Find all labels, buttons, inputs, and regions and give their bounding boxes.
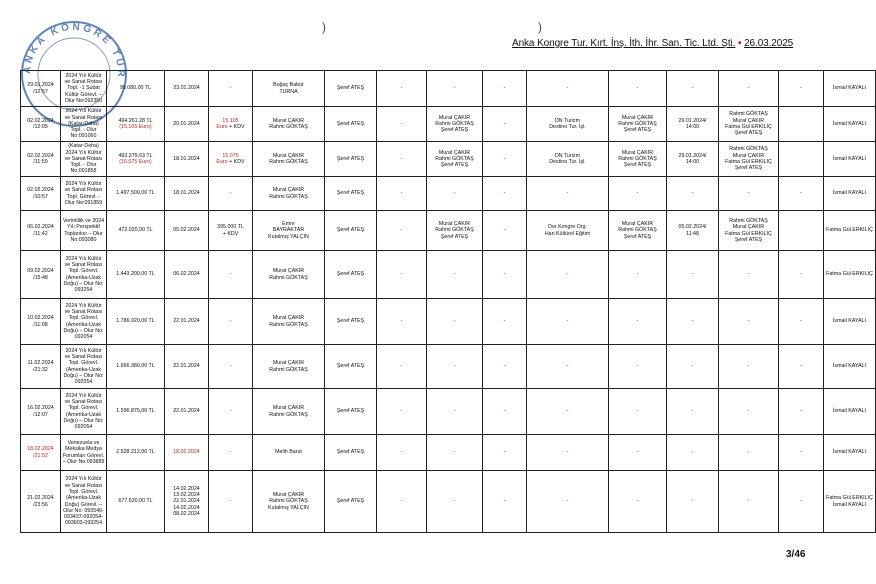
cell-price: -: [209, 345, 253, 389]
cell-persons: Melih Barut: [253, 435, 325, 471]
cell-amount: [107, 345, 165, 389]
cell-amount: [107, 251, 165, 299]
cell-amount: [107, 71, 165, 107]
cell-c14: -: [719, 299, 779, 345]
cell-c8: -: [377, 345, 427, 389]
date-time-text: 09.02.2024 /15:48: [27, 268, 54, 281]
cell-last: İsmail KAYALI: [824, 107, 876, 142]
date-time-text: 02.02.2024 /10:57: [27, 187, 54, 200]
amount-text: 1.666.980,00 TL: [116, 363, 155, 370]
price-suffix: + KDV: [227, 124, 245, 130]
cell-c9: -: [427, 471, 483, 533]
cell-c14: -: [719, 71, 779, 107]
cell-c13: 29.01.2024/ 14:00: [667, 142, 719, 177]
cell-c10: -: [483, 142, 527, 177]
cell-persons: Murat ÇAKIR Rahmi GÖKTAŞ: [253, 177, 325, 211]
cell-c12: Murat ÇAKIR Rahmi GÖKTAŞ Şeref ATEŞ: [609, 142, 667, 177]
cell-c15: -: [779, 71, 824, 107]
cell-subject: 2024 Yılı Kültür ve Sanat Rotası Topl. Görevl. (Amerika-Uzak Doğu) Görevl. – Olur No: 093546-093437-092054-093603-093254: [61, 471, 107, 533]
cell-last: İsmail KAYALI: [824, 435, 876, 471]
cell-approver: Şeref ATEŞ: [325, 211, 377, 251]
cell-date2: [165, 345, 209, 389]
cell-approver: Şeref ATEŞ: [325, 107, 377, 142]
cell-date-time: [21, 389, 61, 435]
header-separator: •: [738, 38, 742, 49]
cell-last: Fatma Gül ERKILIÇ: [824, 211, 876, 251]
cell-c10: -: [483, 251, 527, 299]
table-row: [21, 471, 876, 533]
cell-approver: Şeref ATEŞ: [325, 142, 377, 177]
cell-date-time: [21, 211, 61, 251]
cell-c14: Rahmi GÖKTAŞ Murat ÇAKIR Fatma Gül ERKILIÇ Şeref ATEŞ: [719, 107, 779, 142]
date-time-text: 21.02.2024 /23:56: [27, 495, 54, 508]
cell-c10: -: [483, 299, 527, 345]
cell-subject: 2024 Yılı Kültür ve Sanat Rotası Topl. Görevl. (Amerika-Uzak Doğu) – Olur No: 092054: [61, 345, 107, 389]
cell-last: Fatma Gül ERKILIÇ: [824, 251, 876, 299]
cell-price: 395.000 TL + KDV: [209, 211, 253, 251]
cell-date2: [165, 107, 209, 142]
cell-price: -: [209, 251, 253, 299]
cell-persons: Murat ÇAKIR Rahmi GÖKTAŞ: [253, 142, 325, 177]
cell-c11: -: [527, 71, 609, 107]
cell-c8: -: [377, 435, 427, 471]
amount-text: 1.497.500,00 TL: [116, 190, 155, 197]
cell-c14: -: [719, 435, 779, 471]
cell-last: İsmail KAYALI: [824, 142, 876, 177]
cell-date-time: [21, 299, 61, 345]
date-time-text: 06.02.2024 /11:42: [27, 224, 54, 237]
cell-c8: -: [377, 389, 427, 435]
cell-persons: Murat ÇAKIR Rahmi GÖKTAŞ: [253, 345, 325, 389]
amount-text: 2.528.212,00 TL: [116, 449, 155, 456]
cell-persons: Murat ÇAKIR Rahmi GÖKTAŞ: [253, 299, 325, 345]
records-table: [20, 70, 876, 533]
cell-last: İsmail KAYALI: [824, 345, 876, 389]
cell-c15: [779, 142, 824, 177]
cell-date2: [165, 177, 209, 211]
date2-text: 14.02.2024 13.02.2024 22.01.2024 14.02.2024 08.02.2024: [173, 485, 200, 517]
cell-date2: [165, 389, 209, 435]
cell-c11: -: [527, 251, 609, 299]
stamp-text: ANKA KONGRE TUR: [21, 21, 127, 80]
cell-c14: Rahmi GÖKTAŞ Murat ÇAKIR Fatma Gül ERKILIÇ Şeref ATEŞ: [719, 142, 779, 177]
cell-c14: -: [719, 177, 779, 211]
cell-date2: [165, 435, 209, 471]
paren-mark-1: ): [322, 20, 326, 34]
cell-price: -: [209, 177, 253, 211]
cell-c8: -: [377, 299, 427, 345]
cell-date-time: [21, 177, 61, 211]
cell-c13: -: [667, 435, 719, 471]
cell-c9: -: [427, 435, 483, 471]
cell-c15: -: [779, 299, 824, 345]
date-time-text: 18.02.2024 /21:52: [27, 446, 54, 459]
price-red: 15.075 Euro: [216, 152, 239, 165]
cell-date-time: [21, 71, 61, 107]
cell-price: -: [209, 71, 253, 107]
cell-c11: DN Turizm Destino Tur. İşl.: [527, 142, 609, 177]
cell-date-time: [21, 107, 61, 142]
cell-date2: [165, 251, 209, 299]
cell-last: İsmail KAYALI: [824, 177, 876, 211]
cell-c11: -: [527, 177, 609, 211]
cell-price: [209, 142, 253, 177]
cell-amount: [107, 142, 165, 177]
cell-approver: Şeref ATEŞ: [325, 435, 377, 471]
cell-c8: -: [377, 471, 427, 533]
cell-last: Fatma Gül ERKILIÇ İsmail KAYALI: [824, 471, 876, 533]
cell-approver: Şeref ATEŞ: [325, 345, 377, 389]
cell-c13: -: [667, 251, 719, 299]
cell-c9: -: [427, 389, 483, 435]
date-time-text: 10.02.2024 /11:08: [27, 315, 54, 328]
amount-note: (15.075 Euro): [119, 159, 152, 165]
cell-date2: [165, 299, 209, 345]
amount-text: 1.786.920,00 TL: [116, 318, 155, 325]
cell-c15: -: [779, 471, 824, 533]
cell-subject: 2024 Yılı Kültür ve Sanat Rotası (Katar-Doha) Topl. - Olur No:091060: [61, 107, 107, 142]
cell-subject: 2024 Yılı Kültür ve Sanat Rotası Topl. Görevl. (Amerika-Uzak Doğu) – Olur No: 092054: [61, 389, 107, 435]
table-row: [21, 389, 876, 435]
cell-c13: 29.01.2024/ 14:00: [667, 107, 719, 142]
date2-text: 05.02.2024: [173, 227, 200, 234]
cell-c13: -: [667, 177, 719, 211]
cell-subject: 2024 Yılı Kültür ve Sanat Rotası Topl. Görevl. (Amerika-Uzak Doğu) – Olur No: 093254: [61, 251, 107, 299]
cell-c8: -: [377, 71, 427, 107]
amount-text: 493.279,63 TL: [118, 152, 153, 159]
amount-note: (15.105 Euro): [119, 124, 152, 130]
cell-date-time: [21, 345, 61, 389]
amount-text: 1.443.200,00 TL: [116, 271, 155, 278]
cell-c10: -: [483, 389, 527, 435]
cell-c12: -: [609, 251, 667, 299]
amount-text: 472.020,00 TL: [118, 227, 153, 234]
cell-approver: Şeref ATEŞ: [325, 471, 377, 533]
cell-c15: -: [779, 177, 824, 211]
date2-text: 18.01.2024: [173, 190, 200, 197]
date2-text: 18.02.2024: [173, 449, 200, 456]
cell-c11: -: [527, 435, 609, 471]
cell-date2: [165, 211, 209, 251]
cell-c10: -: [483, 471, 527, 533]
amount-text: 494.261,28 TL: [118, 117, 153, 124]
date2-text: 23.01.2024: [173, 85, 200, 92]
cell-c10: -: [483, 211, 527, 251]
cell-c12: -: [609, 177, 667, 211]
cell-c8: -: [377, 142, 427, 177]
table-row: [21, 107, 876, 142]
cell-date-time: [21, 251, 61, 299]
cell-price: -: [209, 299, 253, 345]
cell-c8: -: [377, 251, 427, 299]
date-time-text: 02.02.2024 /12:05: [27, 117, 54, 130]
cell-c14: Rahmi GÖKTAŞ Murat ÇAKIR Fatma Gül ERKILIÇ Şeref ATEŞ: [719, 211, 779, 251]
table-row: [21, 71, 876, 107]
cell-amount: [107, 211, 165, 251]
cell-c14: -: [719, 251, 779, 299]
cell-c9: Murat ÇAKIR Rahmi GÖKTAŞ Şeref ATEŞ: [427, 142, 483, 177]
cell-c9: Murat ÇAKIR Rahmi GÖKTAŞ Şeref ATEŞ: [427, 107, 483, 142]
cell-c12: Murat ÇAKIR Rahmi GÖKTAŞ Şeref ATEŞ: [609, 107, 667, 142]
date-time-text: 02.02.2024 /11:59: [27, 152, 54, 165]
cell-c9: -: [427, 251, 483, 299]
cell-amount: [107, 389, 165, 435]
cell-approver: Şeref ATEŞ: [325, 71, 377, 107]
cell-c15: -: [779, 345, 824, 389]
cell-persons: Boğaç Babür TURNA: [253, 71, 325, 107]
cell-c14: -: [719, 389, 779, 435]
cell-c9: Murat ÇAKIR Rahmi GÖKTAŞ Şeref ATEŞ: [427, 211, 483, 251]
table-row: [21, 177, 876, 211]
cell-c13: -: [667, 299, 719, 345]
cell-c12: Murat ÇAKIR Rahmi GÖKTAŞ Şeref ATEŞ: [609, 211, 667, 251]
cell-amount: [107, 177, 165, 211]
table-row: [21, 299, 876, 345]
cell-c9: -: [427, 345, 483, 389]
cell-c10: -: [483, 71, 527, 107]
cell-c10: -: [483, 177, 527, 211]
table-body: [21, 71, 876, 533]
cell-amount: [107, 107, 165, 142]
table-row: [21, 435, 876, 471]
cell-subject: 2024 Yılı Kültür ve Sanat Rotası Topl. -1 Şubat Kültür Görevl. – Olur No:092350: [61, 71, 107, 107]
cell-date-time: [21, 435, 61, 471]
table-row: [21, 345, 876, 389]
cell-c11: DN Turizm Destino Tur. İşl.: [527, 107, 609, 142]
cell-c12: -: [609, 471, 667, 533]
cell-persons: Emre BAYRAKTAR Kutalmış YALÇIN: [253, 211, 325, 251]
cell-c9: -: [427, 177, 483, 211]
cell-persons: Murat ÇAKIR Rahmi GÖKTAŞ: [253, 251, 325, 299]
date2-text: 22.01.2024: [173, 318, 200, 325]
cell-c11: -: [527, 471, 609, 533]
price-suffix: + KDV: [227, 159, 245, 165]
amount-text: 677.620,00 TL: [118, 498, 153, 505]
cell-c13: -: [667, 471, 719, 533]
cell-c14: -: [719, 471, 779, 533]
cell-amount: [107, 299, 165, 345]
cell-c11: -: [527, 299, 609, 345]
cell-price: -: [209, 471, 253, 533]
cell-date2: [165, 71, 209, 107]
cell-approver: Şeref ATEŞ: [325, 299, 377, 345]
cell-c13: -: [667, 389, 719, 435]
amount-text: 99.080,00 TL: [119, 85, 152, 92]
date2-text: 06.02.2024: [173, 271, 200, 278]
table-row: [21, 251, 876, 299]
table-row: [21, 211, 876, 251]
date2-text: 22.01.2024: [173, 363, 200, 370]
cell-subject: 2024 Yılı Kültür ve Sanat Rotası Topl. Görevl. (Amerika-Uzak Doğu) – Olur No: 092054: [61, 299, 107, 345]
cell-c12: -: [609, 345, 667, 389]
cell-subject: Venezuela ve Meksika Medya Forumları Görevl. – Olur No:093889: [61, 435, 107, 471]
cell-approver: Şeref ATEŞ: [325, 389, 377, 435]
cell-c9: -: [427, 299, 483, 345]
cell-c10: -: [483, 345, 527, 389]
cell-persons: Murat ÇAKIR Rahmi GÖKTAŞ: [253, 107, 325, 142]
cell-last: İsmail KAYALI: [824, 299, 876, 345]
date-time-text: 16.02.2024 /12:07: [27, 405, 54, 418]
cell-date2: [165, 471, 209, 533]
cell-subject: Verimlilik ve 2024 Yılı Perspektif Toplantısı – Olur No:093080: [61, 211, 107, 251]
cell-price: -: [209, 435, 253, 471]
cell-c12: -: [609, 389, 667, 435]
cell-c15: [779, 107, 824, 142]
date-time-text: 29.01.2024 /12:57: [27, 82, 54, 95]
cell-c13: 05.02.2024/ 11:48: [667, 211, 719, 251]
cell-amount: [107, 471, 165, 533]
document-header: [512, 38, 793, 49]
cell-c14: -: [719, 345, 779, 389]
paren-mark-2: ): [538, 20, 542, 34]
cell-c10: -: [483, 435, 527, 471]
cell-c12: -: [609, 435, 667, 471]
cell-c15: [779, 211, 824, 251]
cell-c13: -: [667, 71, 719, 107]
cell-date2: [165, 142, 209, 177]
amount-text: 1.596.875,00 TL: [116, 408, 155, 415]
cell-c15: -: [779, 435, 824, 471]
header-date: 26.03.2025: [744, 38, 794, 49]
company-name: Anka Kongre Tur. Kırt. İnş. İth. İhr. San. Tic. Ltd. Şti.: [512, 38, 736, 49]
cell-c8: -: [377, 177, 427, 211]
page-number: 3/46: [786, 549, 806, 560]
date2-text: 20.01.2024: [173, 120, 200, 127]
cell-approver: Şeref ATEŞ: [325, 177, 377, 211]
cell-approver: Şeref ATEŞ: [325, 251, 377, 299]
cell-subject: (Katar-Doha) 2024 Yılı Kültür ve Sanat Rotası Topl. - Olur No:091858: [61, 142, 107, 177]
cell-c10: -: [483, 107, 527, 142]
cell-c11: Dor Kongre Org. Hari Kültürel Eğitim: [527, 211, 609, 251]
cell-subject: 2024 Yılı Kültür ve Sanat Rotası Topl. Görevl. - Olur No:091859: [61, 177, 107, 211]
price-red: 15.105 Euro: [216, 117, 239, 130]
date2-text: 18.01.2024: [173, 155, 200, 162]
cell-c13: -: [667, 345, 719, 389]
cell-last: İsmail KAYALI: [824, 71, 876, 107]
cell-c11: -: [527, 389, 609, 435]
cell-c15: -: [779, 389, 824, 435]
cell-c9: -: [427, 71, 483, 107]
cell-date-time: [21, 471, 61, 533]
date-time-text: 11.02.2024 /21:32: [27, 360, 54, 373]
cell-c12: -: [609, 299, 667, 345]
cell-date-time: [21, 142, 61, 177]
cell-c8: -: [377, 211, 427, 251]
table-row: [21, 142, 876, 177]
cell-c15: -: [779, 251, 824, 299]
cell-c12: -: [609, 71, 667, 107]
cell-price: [209, 107, 253, 142]
cell-price: -: [209, 389, 253, 435]
cell-c8: -: [377, 107, 427, 142]
cell-c11: -: [527, 345, 609, 389]
cell-persons: Murat ÇAKIR Rahmi GÖKTAŞ: [253, 389, 325, 435]
date2-text: 22.01.2024: [173, 408, 200, 415]
cell-persons: Murat ÇAKIR Rahmi GÖKTAŞ Kutalmış YALÇIN: [253, 471, 325, 533]
cell-last: İsmail KAYALI: [824, 389, 876, 435]
cell-amount: [107, 435, 165, 471]
